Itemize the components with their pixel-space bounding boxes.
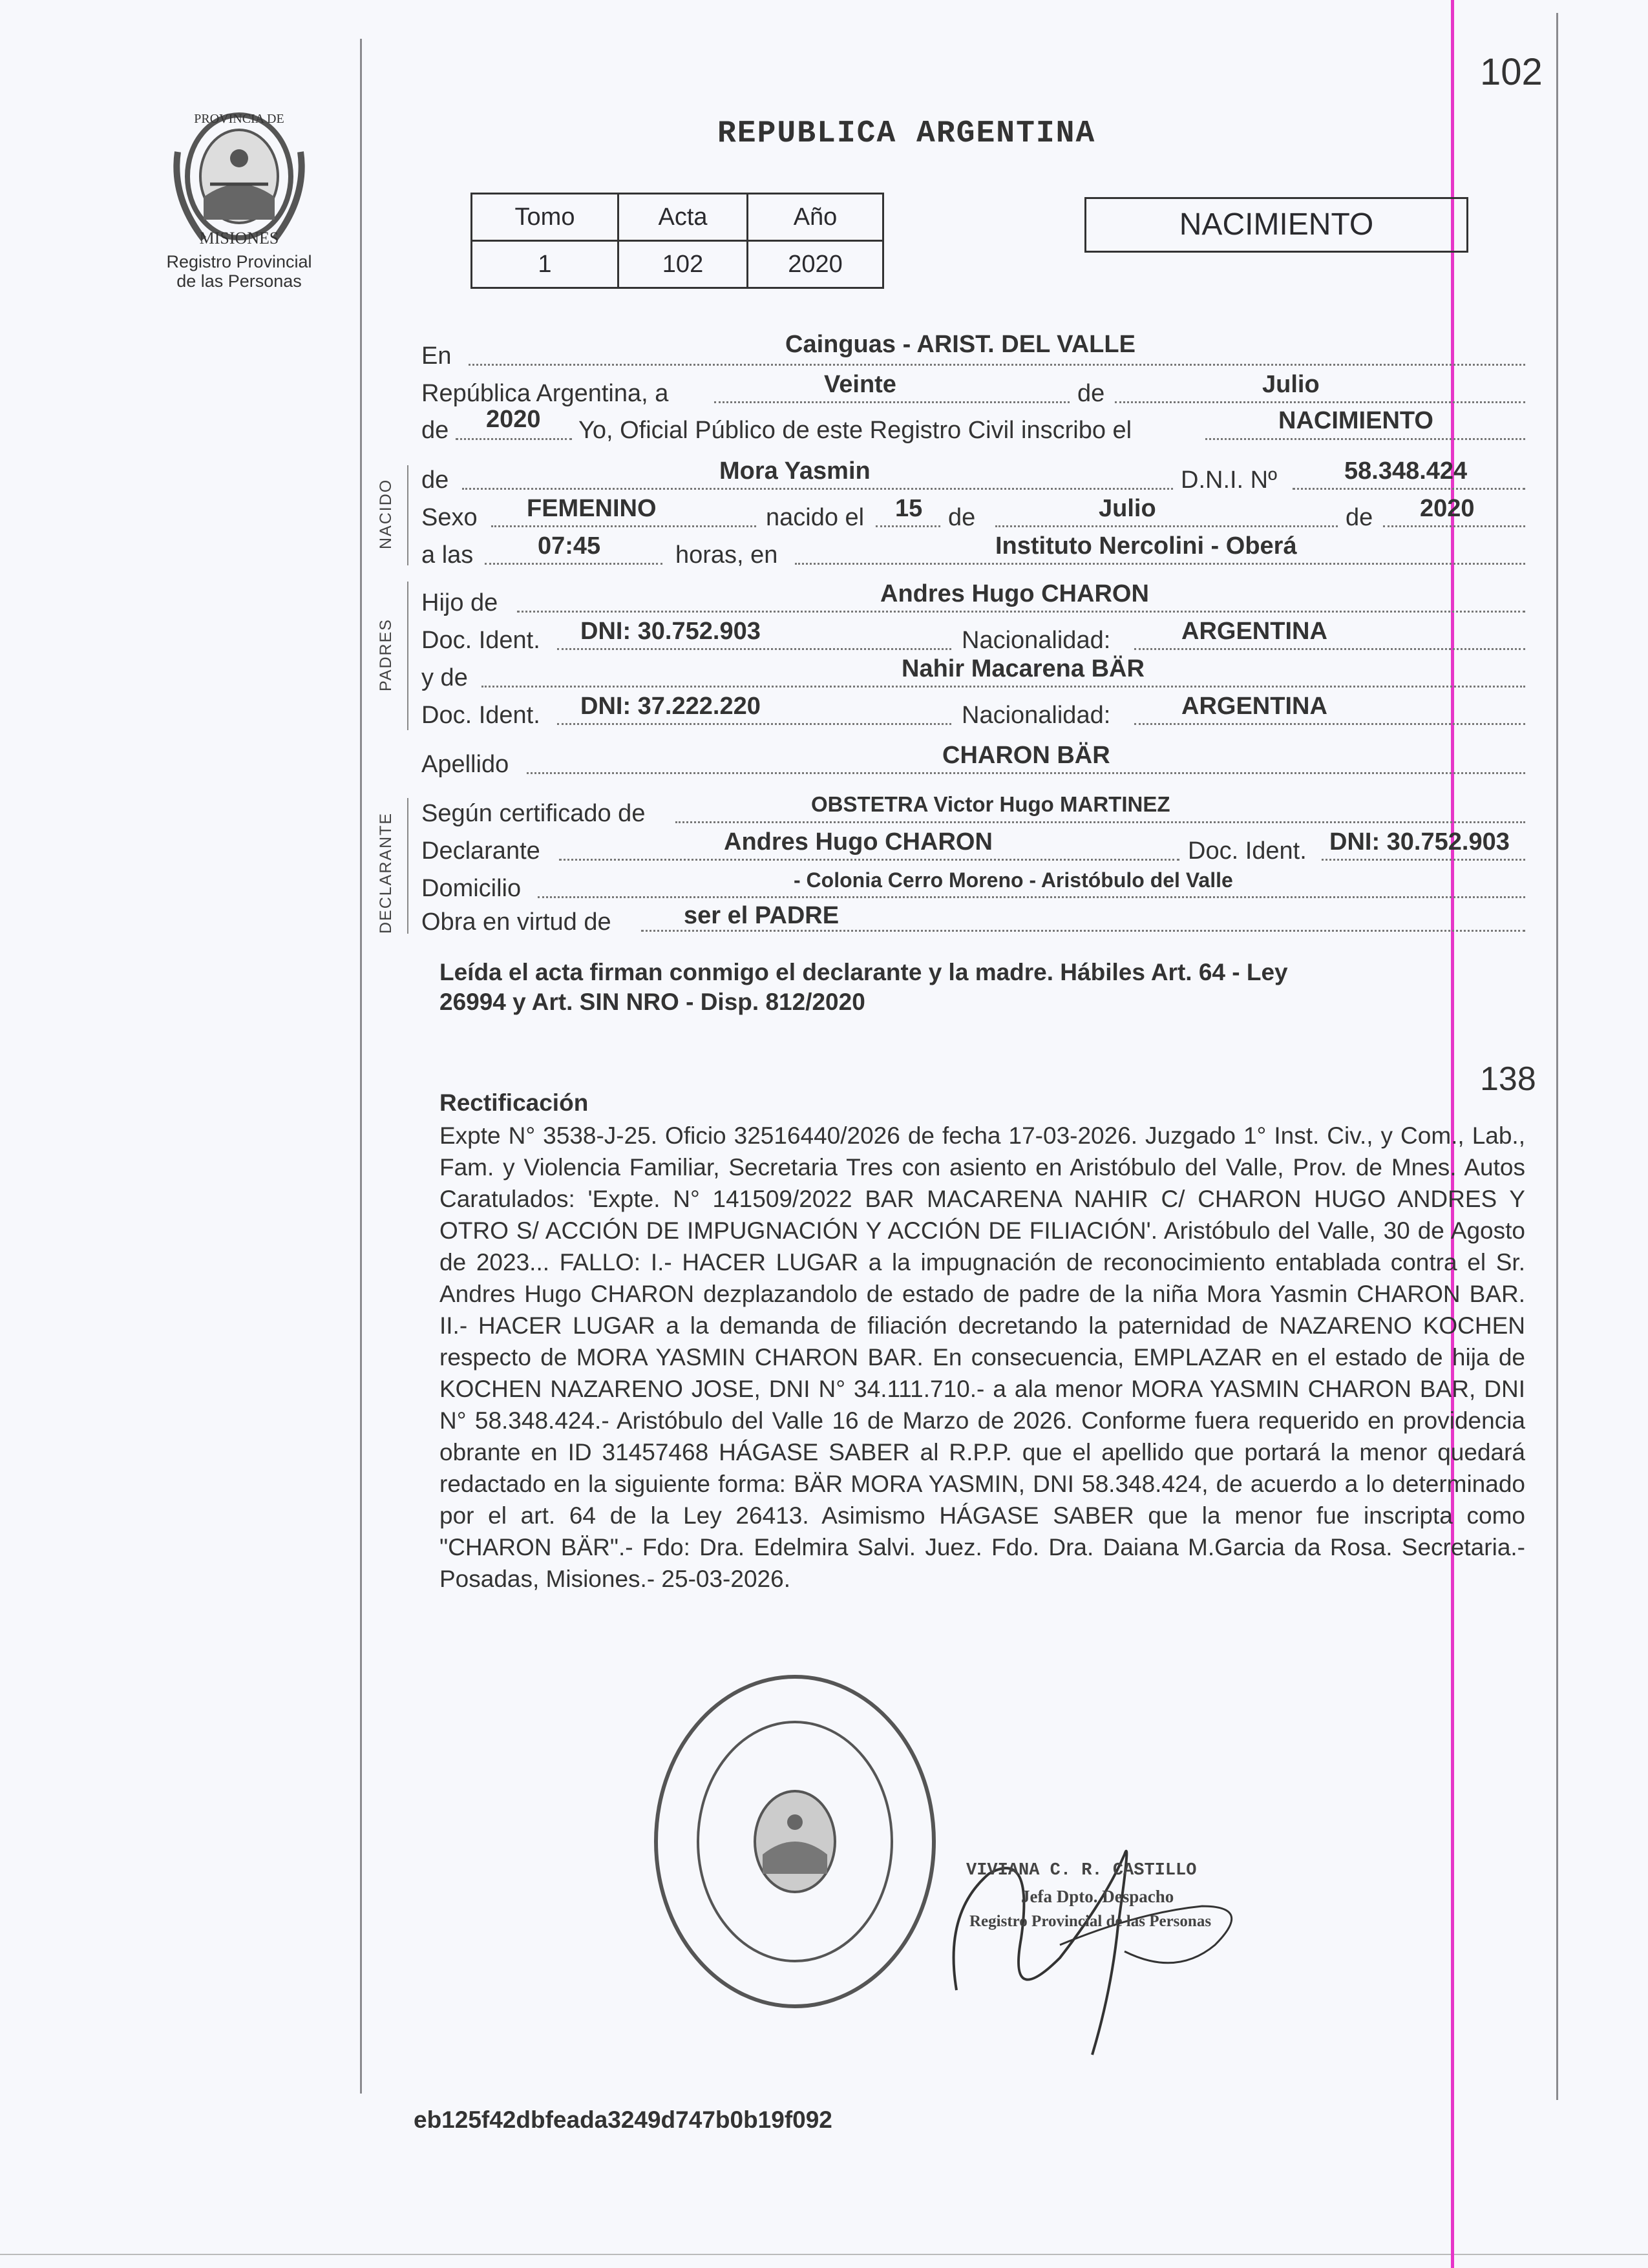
father-doc-dots — [557, 648, 951, 650]
bottom-edge-line — [0, 2254, 1648, 2255]
mother-doc-dots — [557, 723, 951, 725]
declarante-section-label: DECLARANTE — [377, 812, 395, 934]
declarante-dots — [559, 859, 1179, 861]
document-hash: eb125f42dbfeada3249d747b0b19f092 — [414, 2106, 832, 2133]
signature-block — [931, 1796, 1293, 2068]
mother-dots — [481, 686, 1525, 688]
birth-place: Instituto Nercolini - Oberá — [995, 532, 1297, 560]
closing-note-line-2: 26994 y Art. SIN NRO - Disp. 812/2020 — [439, 989, 865, 1015]
obra-dots — [641, 930, 1525, 932]
year-dots — [456, 438, 572, 440]
father-nac-label: Nacionalidad: — [962, 627, 1111, 654]
birth-time: 07:45 — [538, 532, 601, 560]
province-emblem — [155, 100, 323, 291]
misiones-emblem-icon — [165, 100, 313, 249]
padres-section-label: PADRES — [377, 618, 395, 691]
nacido-section-label: NACIDO — [377, 478, 395, 549]
apellido-dots — [527, 772, 1525, 774]
tomo-header: Tomo — [472, 194, 618, 241]
inscribe-dots — [1205, 438, 1525, 440]
inscribe-value: NACIMIENTO — [1278, 407, 1433, 434]
tomo-value: 1 — [472, 241, 618, 288]
signatory-office: Registro Provincial de las Personas — [969, 1913, 1212, 1930]
registry-line-2: de las Personas — [176, 271, 302, 291]
dni-dots — [1293, 488, 1525, 490]
sexo-label: Sexo — [421, 504, 478, 531]
birth-day: 15 — [895, 495, 923, 522]
acta-header: Acta — [618, 194, 748, 241]
horas-label: horas, en — [675, 541, 778, 569]
time-dots — [485, 563, 662, 565]
en-label: En — [421, 342, 452, 370]
domicilio-value: - Colonia Cerro Moreno - Aristóbulo del Valle — [794, 868, 1233, 892]
name-dots — [462, 488, 1173, 490]
mother-name: Nahir Macarena BÄR — [902, 655, 1145, 682]
dni-label: D.N.I. Nº — [1181, 467, 1277, 494]
signatory-role: Jefa Dpto. Despacho — [1021, 1887, 1174, 1906]
de2-label: de — [421, 417, 449, 444]
apellido-value: CHARON BÄR — [942, 742, 1110, 769]
nacido-section-divider — [407, 465, 408, 565]
birth-month: Julio — [1099, 495, 1156, 522]
declarante-doc-dots — [1322, 859, 1525, 861]
record-type-box: NACIMIENTO — [1084, 197, 1468, 253]
anio-header: Año — [748, 194, 883, 241]
birth-month-dots — [995, 525, 1338, 527]
apellido-label: Apellido — [421, 751, 509, 778]
de-label: de — [1077, 380, 1105, 407]
left-border-line — [360, 39, 362, 2094]
birth-de-label: de — [948, 504, 976, 531]
declarante-name: Andres Hugo CHARON — [724, 828, 993, 856]
official-stamp — [646, 1667, 944, 2016]
day-value: Veinte — [824, 371, 896, 398]
child-dni: 58.348.424 — [1344, 457, 1468, 485]
alas-label: a las — [421, 541, 474, 569]
father-doc-label: Doc. Ident. — [421, 627, 540, 654]
nacido-de-label: de — [421, 467, 449, 494]
page-number: 102 — [1480, 51, 1543, 93]
en-dots — [469, 364, 1525, 366]
mother-nac-label: Nacionalidad: — [962, 702, 1111, 729]
rectification-heading: Rectificación — [439, 1089, 589, 1116]
place-dots — [795, 563, 1525, 565]
mother-doc: DNI: 37.222.220 — [580, 693, 761, 720]
rectification-number: 138 — [1480, 1060, 1536, 1098]
nacido-el-label: nacido el — [766, 504, 865, 531]
father-nationality: ARGENTINA — [1181, 618, 1327, 645]
domicilio-dots — [538, 896, 1525, 898]
yde-label: y de — [421, 664, 468, 691]
signatory-name: VIVIANA C. R. CASTILLO — [966, 1861, 1197, 1880]
birth-year: 2020 — [1420, 495, 1475, 522]
mother-nac-dots — [1134, 723, 1525, 725]
acta-value: 102 — [618, 241, 748, 288]
emblem-top-text: PROVINCIA DE — [194, 112, 284, 126]
father-nac-dots — [1134, 648, 1525, 650]
official-text: Yo, Oficial Público de este Registro Civil inscribo el — [578, 417, 1132, 444]
birth-de2-label: de — [1346, 504, 1373, 531]
en-value: Cainguas - ARIST. DEL VALLE — [785, 331, 1136, 358]
obra-value: ser el PADRE — [684, 902, 840, 929]
page-title: REPUBLICA ARGENTINA — [717, 116, 1096, 151]
certificate-dots — [675, 821, 1525, 823]
registry-line-1: Registro Provincial — [166, 252, 312, 271]
domicilio-label: Domicilio — [421, 875, 522, 902]
hijo-label: Hijo de — [421, 589, 498, 616]
segun-label: Según certificado de — [421, 800, 646, 827]
declarante-doc-label: Doc. Ident. — [1188, 837, 1307, 865]
obra-label: Obra en virtud de — [421, 908, 611, 936]
right-border-line — [1556, 13, 1558, 2100]
mother-nationality: ARGENTINA — [1181, 693, 1327, 720]
month-dots — [1115, 401, 1525, 403]
father-dots — [517, 611, 1525, 613]
child-name: Mora Yasmin — [719, 457, 871, 485]
certificate-value: OBSTETRA Victor Hugo MARTINEZ — [811, 792, 1170, 816]
declarante-doc: DNI: 30.752.903 — [1329, 828, 1510, 856]
father-name: Andres Hugo CHARON — [880, 580, 1149, 607]
birthday-dots — [876, 525, 940, 527]
declarante-section-divider — [407, 798, 408, 934]
anio-value: 2020 — [748, 241, 883, 288]
rectification-body: Expte N° 3538-J-25. Oficio 32516440/2026 de fecha 17-03-2026. Juzgado 1° Inst. Civ., y Com., Lab., Fam. y Violencia Familiar, Secretaria Tres con asiento en Aristóbulo del Valle, Prov. de Mnes. Autos Caratulados: 'Expte. N° 141509/2022 BAR MACARENA NAHIR C/ CHARON HUGO ANDRES Y OTRO S/ ACCIÓN DE IMPUGNACIÓN Y ACCIÓN DE FILIACIÓN'. Aristóbulo del Valle, 30 de Agosto de 2023... FALLO: I.- HACER LUGAR a la impugnación de reconocimiento entablada contra el Sr. Andres Hugo CHARON dezplazandolo de estado de padre de la niña Mora Yasmin CHARON BAR. II.- HACER LUGAR a la demanda de filiación decretando la paternidad de NAZARENO KOCHEN respecto de MORA YASMIN CHARON BAR. En consecuencia, EMPLAZAR en el estado de hija de KOCHEN NAZARENO JOSE, DNI N° 34.111.710.- a ala menor MORA YASMIN CHARON BAR, DNI N° 58.348.424.- Aristóbulo del Valle 16 de Marzo de 2026. Conforme fuera requerido en providencia obrante en ID 31457468 HÁGASE SABER al R.P.P. que el apellido que portará la menor quedará redactado en la siguiente forma: BÄR MORA YASMIN, DNI 58.348.424, de acuerdo a lo determinado por el art. 64 de la Ley 26413. Asimismo HÁGASE SABER que la menor fue inscripta como "CHARON BÄR".- Fdo: Dra. Edelmira Salvi. Juez. Fdo. Dra. Daiana M.Garcia da Rosa. Secretaria.- Posadas, Misiones.- 25-03-2026. — [439, 1122, 1525, 1592]
republica-label: República Argentina, a — [421, 380, 669, 407]
year-value: 2020 — [486, 406, 541, 433]
padres-section-divider — [407, 582, 408, 730]
sexo-dots — [491, 525, 756, 527]
father-doc: DNI: 30.752.903 — [580, 618, 761, 645]
declarante-label: Declarante — [421, 837, 540, 865]
handwritten-signature-icon — [931, 1796, 1293, 2068]
closing-note-line-1: Leída el acta firman conmigo el declarante y la madre. Hábiles Art. 64 - Ley — [439, 959, 1288, 985]
mother-doc-label: Doc. Ident. — [421, 702, 540, 729]
record-table — [470, 193, 884, 289]
day-dots — [714, 401, 1070, 403]
month-value: Julio — [1262, 371, 1320, 398]
emblem-bottom-text: MISIONES — [199, 229, 279, 247]
sexo-value: FEMENINO — [527, 495, 657, 522]
registry-seal-icon — [646, 1667, 944, 2016]
birth-year-dots — [1383, 525, 1525, 527]
